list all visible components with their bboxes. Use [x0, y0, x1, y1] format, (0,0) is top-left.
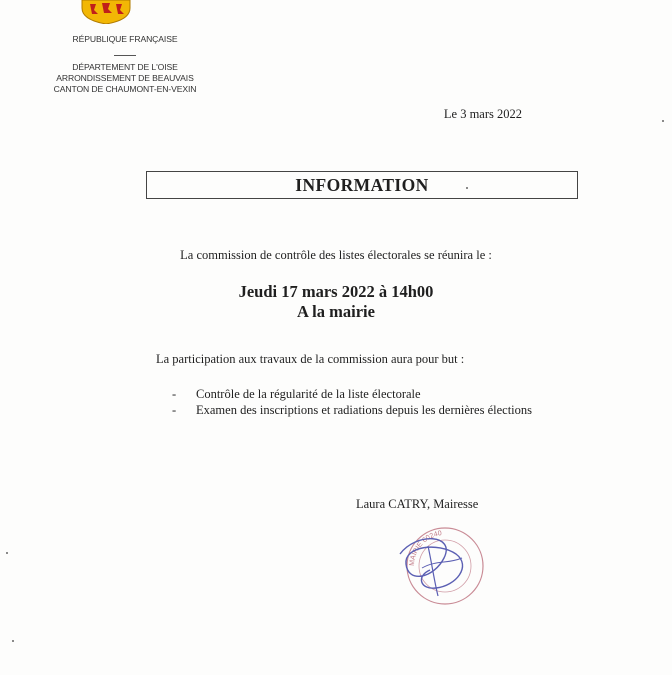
meeting-date: Jeudi 17 mars 2022 à 14h00 [238, 282, 434, 301]
purpose-intro: La participation aux travaux de la commission aura pour but : [156, 352, 465, 366]
purpose-list [172, 386, 532, 418]
list-item-text: Examen des inscriptions et radiations depuis les dernières élections [196, 403, 533, 417]
title-box [146, 171, 578, 199]
coat-of-arms-icon [78, 0, 134, 24]
bullet-dash: - [172, 387, 177, 401]
stamp-text: MAIRIE 60240 [408, 530, 443, 567]
header-arrondissement: ARRONDISSEMENT DE BEAUVAIS [56, 73, 194, 83]
header-department: DÉPARTEMENT DE L'OISE [72, 62, 178, 72]
intro-text: La commission de contrôle des listes électorales se réunira le : [180, 248, 492, 262]
header-canton: CANTON DE CHAUMONT-EN-VEXIN [53, 84, 197, 94]
header-separator [114, 55, 136, 56]
mairie-stamp-icon [386, 524, 504, 608]
list-item-text: Contrôle de la régularité de la liste électorale [196, 387, 421, 401]
signatory: Laura CATRY, Mairesse [356, 497, 479, 511]
page-title: INFORMATION [295, 174, 429, 195]
paper-speck [662, 120, 664, 122]
bullet-dash: - [172, 403, 177, 417]
meeting-place: A la mairie [297, 302, 375, 321]
administrative-header [40, 34, 210, 95]
paper-speck [12, 640, 14, 642]
paper-speck [6, 552, 8, 554]
document-date: Le 3 mars 2022 [443, 107, 522, 121]
header-republic: RÉPUBLIQUE FRANÇAISE [72, 34, 178, 44]
list-item [172, 386, 532, 402]
list-item [172, 402, 532, 418]
paper-speck [466, 187, 468, 189]
